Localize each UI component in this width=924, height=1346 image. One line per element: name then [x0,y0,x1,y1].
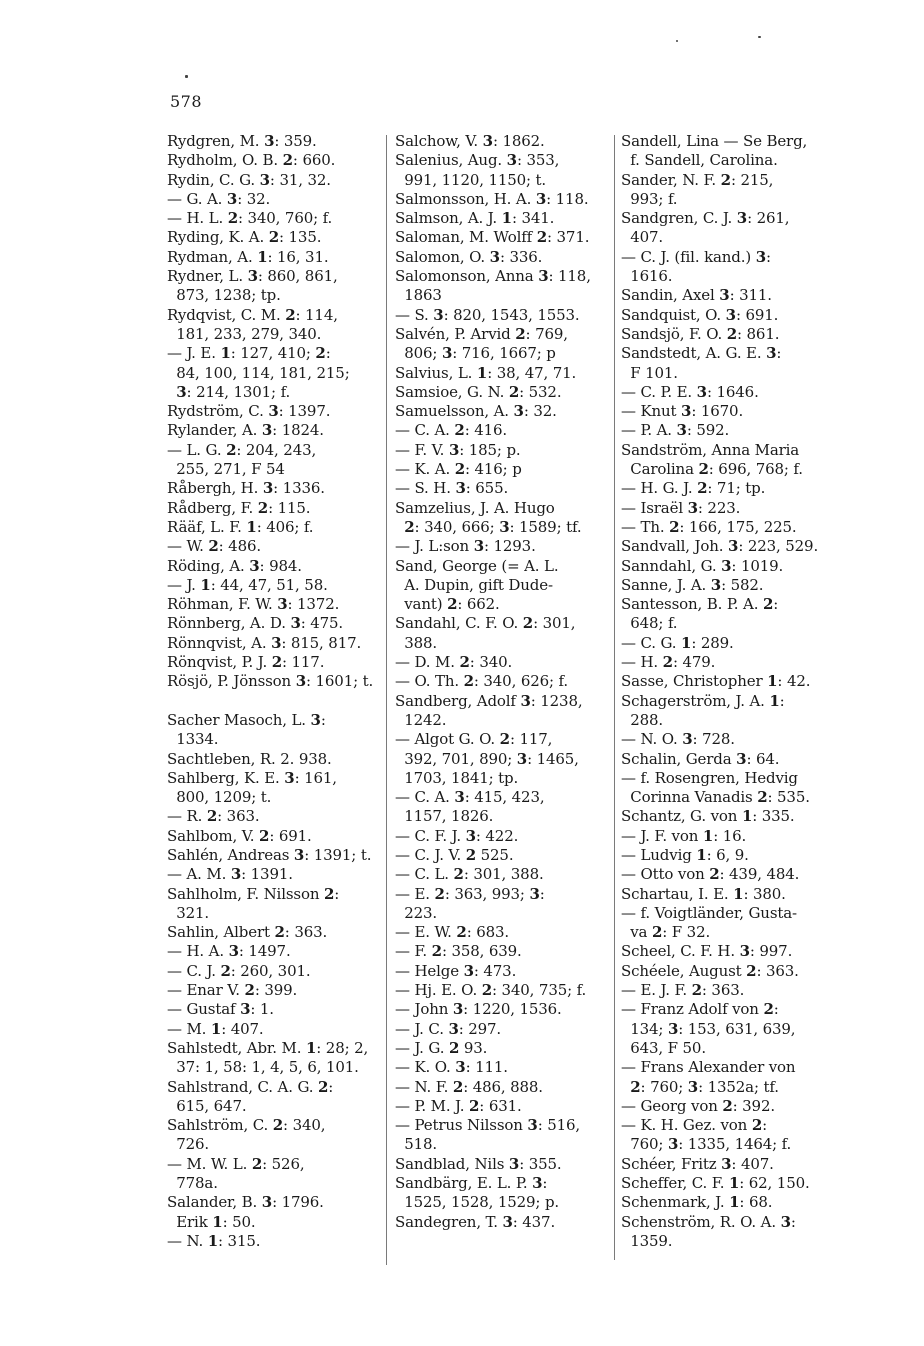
index-entry-line: 778a. [167,1174,218,1193]
index-entry-line: Schenmark, J. 1: 68. [621,1193,773,1212]
index-entry-line: Schartau, I. E. 1: 380. [621,884,786,903]
index-entry-line: Salenius, Aug. 3: 353, [395,151,560,170]
index-entry-line: Salmonsson, H. A. 3: 118. [395,189,589,208]
index-entry-line: Sachtleben, R. 2. 938. [167,749,332,768]
index-entry-line: — C. F. J. 3: 422. [395,826,519,845]
index-entry-line: Sandstedt, A. G. E. 3: [621,344,782,363]
index-entry-line: — Franz Adolf von 2: [621,1000,779,1019]
index-entry-line: 3: 214, 1301; f. [176,382,291,401]
index-entry-line: Sacher Masoch, L. 3: [167,710,326,729]
index-entry-line: 643, F 50. [621,1038,706,1057]
index-entry-line: Röhman, F. W. 3: 1372. [167,595,340,614]
column-rule [386,135,387,1265]
index-entry-line: 288. [621,710,664,729]
index-entry-line: Sahlin, Albert 2: 363. [167,923,328,942]
index-entry-line: — A. M. 3: 1391. [167,865,293,884]
index-entry-line: — Enar V. 2: 399. [167,981,298,1000]
index-entry-line: 2: 340, 666; 3: 1589; tf. [404,517,582,536]
index-entry-line: Rydqvist, C. M. 2: 114, [167,305,338,324]
index-entry-line: Rådberg, F. 2: 115. [167,498,311,517]
index-entry-line: — H. L. 2: 340, 760; f. [167,209,333,228]
index-entry-line: Sander, N. F. 2: 215, [621,170,774,189]
index-entry-line: — C. A. 3: 415, 423, [395,788,545,807]
index-entry-line: Sahlholm, F. Nilsson 2: [167,884,340,903]
index-entry-line: 407. [621,228,664,247]
index-entry-line: Sahlstrand, C. A. G. 2: [167,1077,334,1096]
index-entry-line: Saloman, M. Wolff 2: 371. [395,228,590,247]
index-entry-line: 518. [395,1135,438,1154]
index-entry-line: Salchow, V. 3: 1862. [395,132,545,150]
index-entry-line: 806; 3: 716, 1667; p [395,344,556,363]
index-entry-line: Rydholm, O. B. 2: 660. [167,151,336,170]
index-entry-line: Rydgren, M. 3: 359. [167,132,317,150]
index-entry-line: Rydin, C. G. 3: 31, 32. [167,170,331,189]
index-entry-line: — Otto von 2: 439, 484. [621,865,800,884]
index-entry-line: Sahlén, Andreas 3: 1391; t. [167,845,372,864]
index-entry-line: 1359. [621,1231,673,1250]
index-entry-line: 648; f. [621,614,678,633]
index-entry-line: — H. 2: 479. [621,653,716,672]
index-entry-line: Schenström, R. O. A. 3: [621,1212,796,1231]
index-entry-line: — M. 1: 407. [167,1019,264,1038]
print-speck [185,75,188,78]
index-entry-line: — Frans Alexander von [621,1058,796,1077]
index-entry-line: 760; 3: 1335, 1464; f. [621,1135,792,1154]
index-entry-line: Salvén, P. Arvid 2: 769, [395,324,568,343]
index-entry-line: — F. V. 3: 185; p. [395,440,521,459]
index-column-2 [395,132,613,1232]
index-entry-line: — J. 1: 44, 47, 51, 58. [167,575,328,594]
index-entry-line: — K. O. 3: 111. [395,1058,508,1077]
index-entry-line: F 101. [621,363,678,382]
index-entry-line: Rönnqvist, A. 3: 815, 817. [167,633,362,652]
index-entry-line: — J. L:son 3: 1293. [395,537,536,556]
index-entry-line: Scheffer, C. F. 1: 62, 150. [621,1174,810,1193]
index-entry-line: 2: 760; 3: 1352a; tf. [630,1077,779,1096]
index-entry-line: 1863 [395,286,442,305]
index-entry-line: Sahlberg, K. E. 3: 161, [167,768,337,787]
index-entry-line: 991, 1120, 1150; t. [395,170,547,189]
index-entry-line: 726. [167,1135,210,1154]
index-entry-line: — John 3: 1220, 1536. [395,1000,562,1019]
index-entry-line: — H. A. 3: 1497. [167,942,291,961]
index-entry-line: — K. A. 2: 416; p [395,460,522,479]
index-entry-line: Sandahl, C. F. O. 2: 301, [395,614,576,633]
index-entry-line: Sanne, J. A. 3: 582. [621,575,764,594]
index-entry-line: Erik 1: 50. [167,1212,256,1231]
index-entry-line: — Petrus Nilsson 3: 516, [395,1116,581,1135]
index-entry-line: 321. [167,903,210,922]
index-entry-line: A. Dupin, gift Dude- [395,575,553,594]
index-entry-line: 181, 233, 279, 340. [167,324,322,343]
index-entry-line: — f. Rosengren, Hedvig [621,768,798,787]
index-entry-line: Råbergh, H. 3: 1336. [167,479,325,498]
index-entry-line: — G. A. 3: 32. [167,189,271,208]
index-entry-line: Santesson, B. P. A. 2: [621,595,779,614]
index-entry-line: Schagerström, J. A. 1: [621,691,785,710]
column-rule [614,135,615,1260]
index-entry-line: — D. M. 2: 340. [395,653,513,672]
index-entry-line: — Gustaf 3: 1. [167,1000,274,1019]
index-entry-line: Salomonson, Anna 3: 118, [395,267,591,286]
index-entry-line: Salmson, A. J. 1: 341. [395,209,555,228]
index-entry-line: 392, 701, 890; 3: 1465, [395,749,579,768]
index-entry-line: Schéer, Fritz 3: 407. [621,1154,774,1173]
index-entry-line: 1242. [395,710,447,729]
index-entry-line: Rösjö, P. Jönsson 3: 1601; t. [167,672,374,691]
index-entry-line: Rönnberg, A. D. 3: 475. [167,614,344,633]
index-entry-line: Salander, B. 3: 1796. [167,1193,324,1212]
index-entry-line: — Helge 3: 473. [395,961,517,980]
index-entry-line: — Th. 2: 166, 175, 225. [621,517,797,536]
index-entry-line: Corinna Vanadis 2: 535. [621,788,810,807]
index-entry-line: va 2: F 32. [621,923,711,942]
index-entry-line: — W. 2: 486. [167,537,261,556]
index-entry-line: 993; f. [621,189,678,208]
section-gap [167,692,379,711]
index-entry-line: Sanndahl, G. 3: 1019. [621,556,784,575]
index-entry-line: Schéele, August 2: 363. [621,961,799,980]
page-number: 578 [170,92,203,111]
index-entry-line: — C. J. (fil. kand.) 3: [621,247,771,266]
index-entry-line: — K. H. Gez. von 2: [621,1116,768,1135]
index-entry-line: — F. 2: 358, 639. [395,942,522,961]
index-entry-line: — L. G. 2: 204, 243, [167,440,317,459]
index-entry-line: Scheel, C. F. H. 3: 997. [621,942,793,961]
index-entry-line: 1616. [621,267,673,286]
index-entry-line: Salomon, O. 3: 336. [395,247,543,266]
index-entry-line: 800, 1209; t. [167,788,272,807]
index-entry-line: Ryding, K. A. 2: 135. [167,228,322,247]
index-entry-line: Sahlbom, V. 2: 691. [167,826,312,845]
index-entry-line: 615, 647. [167,1096,247,1115]
index-entry-line: Sandström, Anna Maria [621,440,800,459]
index-entry-line: — P. M. J. 2: 631. [395,1096,522,1115]
index-entry-line: Sandberg, Adolf 3: 1238, [395,691,583,710]
index-entry-line: — Algot G. O. 2: 117, [395,730,553,749]
print-speck [758,36,761,38]
index-entry-line: — J. C. 3: 297. [395,1019,502,1038]
index-entry-line: — M. W. L. 2: 526, [167,1154,305,1173]
index-column-1 [167,132,379,1251]
index-entry-line: Sandquist, O. 3: 691. [621,305,779,324]
index-entry-line: Sandsjö, F. O. 2: 861. [621,324,780,343]
index-entry-line: — Israël 3: 223. [621,498,741,517]
index-entry-line: — N. O. 3: 728. [621,730,735,749]
index-entry-line: Sand, George (= A. L. [395,556,559,575]
index-entry-line: — E. 2: 363, 993; 3: [395,884,545,903]
index-entry-line: — C. G. 1: 289. [621,633,734,652]
index-entry-line: Sahlstedt, Abr. M. 1: 28; 2, [167,1038,369,1057]
index-entry-line: — S. 3: 820, 1543, 1553. [395,305,580,324]
index-entry-line: Carolina 2: 696, 768; f. [621,460,803,479]
index-entry-line: — J. E. 1: 127, 410; 2: [167,344,331,363]
index-entry-line: Sandblad, Nils 3: 355. [395,1154,562,1173]
index-entry-line: — Ludvig 1: 6, 9. [621,845,749,864]
index-entry-line: — Knut 3: 1670. [621,402,744,421]
index-entry-line: Rääf, L. F. 1: 406; f. [167,517,314,536]
index-entry-line: — P. A. 3: 592. [621,421,730,440]
index-entry-line: — C. J. 2: 260, 301. [167,961,311,980]
index-entry-line: — C. L. 2: 301, 388. [395,865,544,884]
index-entry-line: f. Sandell, Carolina. [621,151,778,170]
index-entry-line: 1703, 1841; tp. [395,768,519,787]
index-entry-line: — R. 2: 363. [167,807,260,826]
index-entry-line: — C. A. 2: 416. [395,421,508,440]
index-entry-line: — N. 1: 315. [167,1231,261,1250]
index-entry-line: — E. W. 2: 683. [395,923,510,942]
index-entry-line: 134; 3: 153, 631, 639, [621,1019,796,1038]
index-entry-line: — E. J. F. 2: 363. [621,981,745,1000]
index-entry-line: — Georg von 2: 392. [621,1096,775,1115]
index-entry-line: 84, 100, 114, 181, 215; [167,363,350,382]
index-entry-line: Schalin, Gerda 3: 64. [621,749,780,768]
index-entry-line: — O. Th. 2: 340, 626; f. [395,672,569,691]
index-entry-line: — f. Voigtländer, Gusta- [621,903,797,922]
index-entry-line: Rylander, A. 3: 1824. [167,421,324,440]
index-entry-line: Samsioe, G. N. 2: 532. [395,382,562,401]
index-entry-line: vant) 2: 662. [395,595,500,614]
index-entry-line: — H. G. J. 2: 71; tp. [621,479,766,498]
index-entry-line: Sahlström, C. 2: 340, [167,1116,326,1135]
print-speck [676,40,678,42]
index-entry-line: Sandell, Lina — Se Berg, [621,132,808,150]
index-entry-line: 1525, 1528, 1529; p. [395,1193,560,1212]
index-entry-line: Rydström, C. 3: 1397. [167,402,331,421]
index-entry-line: 255, 271, F 54 [167,460,285,479]
index-entry-line: Sandbärg, E. L. P. 3: [395,1174,548,1193]
index-entry-line: 1334. [167,730,219,749]
index-entry-line: Rydman, A. 1: 16, 31. [167,247,329,266]
index-column-3 [621,132,851,1251]
index-entry-line: 1157, 1826. [395,807,494,826]
index-entry-line: 388. [395,633,438,652]
index-entry-line: Sandgren, C. J. 3: 261, [621,209,790,228]
index-entry-line: Rydner, L. 3: 860, 861, [167,267,338,286]
index-entry-line: Samzelius, J. A. Hugo [395,498,555,517]
index-entry-line: — S. H. 3: 655. [395,479,509,498]
index-entry-line: Sandegren, T. 3: 437. [395,1212,556,1231]
index-entry-line: Sasse, Christopher 1: 42. [621,672,811,691]
index-entry-line: — J. F. von 1: 16. [621,826,747,845]
index-entry-line: — J. G. 2 93. [395,1038,488,1057]
index-entry-line: Schantz, G. von 1: 335. [621,807,795,826]
index-entry-line: — C. P. E. 3: 1646. [621,382,759,401]
index-entry-line: — C. J. V. 2 525. [395,845,514,864]
index-entry-line: 873, 1238; tp. [167,286,281,305]
index-entry-line: Sandin, Axel 3: 311. [621,286,772,305]
index-entry-line: Rönqvist, P. J. 2: 117. [167,653,325,672]
index-entry-line: 37: 1, 58: 1, 4, 5, 6, 101. [167,1058,359,1077]
index-entry-line: Röding, A. 3: 984. [167,556,302,575]
index-entry-line: Samuelsson, A. 3: 32. [395,402,557,421]
index-entry-line: Sandvall, Joh. 3: 223, 529. [621,537,819,556]
index-entry-line: 223. [395,903,438,922]
index-entry-line: Salvius, L. 1: 38, 47, 71. [395,363,577,382]
index-entry-line: — N. F. 2: 486, 888. [395,1077,543,1096]
index-entry-line: — Hj. E. O. 2: 340, 735; f. [395,981,587,1000]
